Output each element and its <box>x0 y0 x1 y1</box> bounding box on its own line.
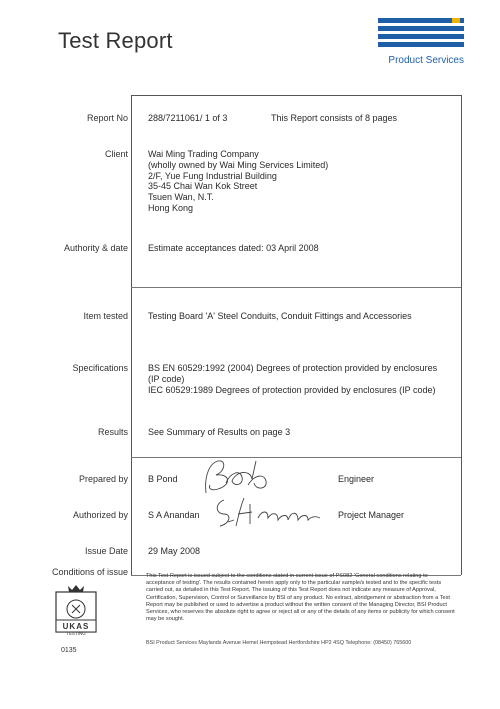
page-title: Test Report <box>58 28 173 53</box>
results-label: Results <box>97 427 128 437</box>
authorized-by-label: Authorized by <box>72 510 128 520</box>
client-line: 35-45 Chai Wan Kok Street <box>148 181 258 192</box>
pages-note: This Report consists of 8 pages <box>271 113 398 123</box>
issue-date-value: 29 May 2008 <box>148 546 201 556</box>
authority-label: Authority & date <box>63 243 128 253</box>
spec-line: IEC 60529:1989 Degrees of protection provided by enclosures (IP code) <box>148 384 436 395</box>
results-value: See Summary of Results on page 3 <box>148 427 291 437</box>
ukas-text: UKAS <box>62 622 90 631</box>
client-label: Client <box>104 149 128 159</box>
specifications-label: Specifications <box>72 363 128 373</box>
authority-value: Estimate acceptances dated: 03 April 2008 <box>148 243 319 253</box>
report-no-label: Report No <box>86 113 128 123</box>
bsi-logo <box>378 16 464 52</box>
client-line: Tsuen Wan, N.T. <box>148 192 214 203</box>
client-line: Hong Kong <box>148 202 194 213</box>
section-divider <box>131 287 461 288</box>
table-left-border <box>131 95 132 575</box>
client-address <box>148 149 328 214</box>
conditions-text: This Test Report is issued subject to the conditions stated in current issue of PS082 'General conditions relating to acceptance of testing'. The results contained herein apply only to the particular sample/s tested and to the specific tests carried out, as detailed in this Test Report. The issuing of this Test Report does not indicate any measure of Approval, Certification, Supervision, Control or Surveillance by BSI of any product. No extract, abridgement or abstraction from a Test Report may be published or used to advertise a product without the written consent of the Managing Director, BSI Product Services, who reserves the absolute right to agree or reject all or any of the details of any items or publicity for which consent may be sought. <box>146 573 455 623</box>
report-no-value: 288/7211061/ 1 of 3 <box>148 113 228 123</box>
table-right-border <box>461 95 462 575</box>
prepared-by-label: Prepared by <box>78 474 128 484</box>
table-top-border <box>131 95 461 96</box>
authorized-by-name: S A Anandan <box>148 510 200 520</box>
specifications-value <box>148 363 437 395</box>
prepared-by-role: Engineer <box>338 474 375 484</box>
item-tested-label: Item tested <box>83 311 128 321</box>
client-line: 2/F, Yue Fung Industrial Building <box>148 170 277 181</box>
conditions-label: Conditions of issue <box>51 567 128 577</box>
prepared-by-name: B Pond <box>148 474 178 484</box>
issue-date-label: Issue Date <box>84 546 128 556</box>
client-line: Wai Ming Trading Company <box>148 149 259 159</box>
item-tested-value: Testing Board 'A' Steel Conduits, Conduit Fittings and Accessories <box>148 311 412 321</box>
signature-s-a-anandan <box>210 490 326 530</box>
spec-line: (IP code) <box>148 373 185 384</box>
footer-address: BSI Product Services Maylands Avenue Hemel Hempstead Hertfordshire HP2 4SQ Telephone: (08450) 765600 <box>146 640 412 646</box>
ukas-sub: TESTING <box>66 631 86 636</box>
spec-line: BS EN 60529:1992 (2004) Degrees of protection provided by enclosures <box>148 363 438 373</box>
client-line: (wholly owned by Wai Ming Services Limited) <box>148 159 329 170</box>
authorized-by-role: Project Manager <box>338 510 405 520</box>
logo-subtitle: Product Services <box>388 55 464 66</box>
section-divider <box>131 457 461 458</box>
ukas-number: 0135 <box>61 647 77 654</box>
